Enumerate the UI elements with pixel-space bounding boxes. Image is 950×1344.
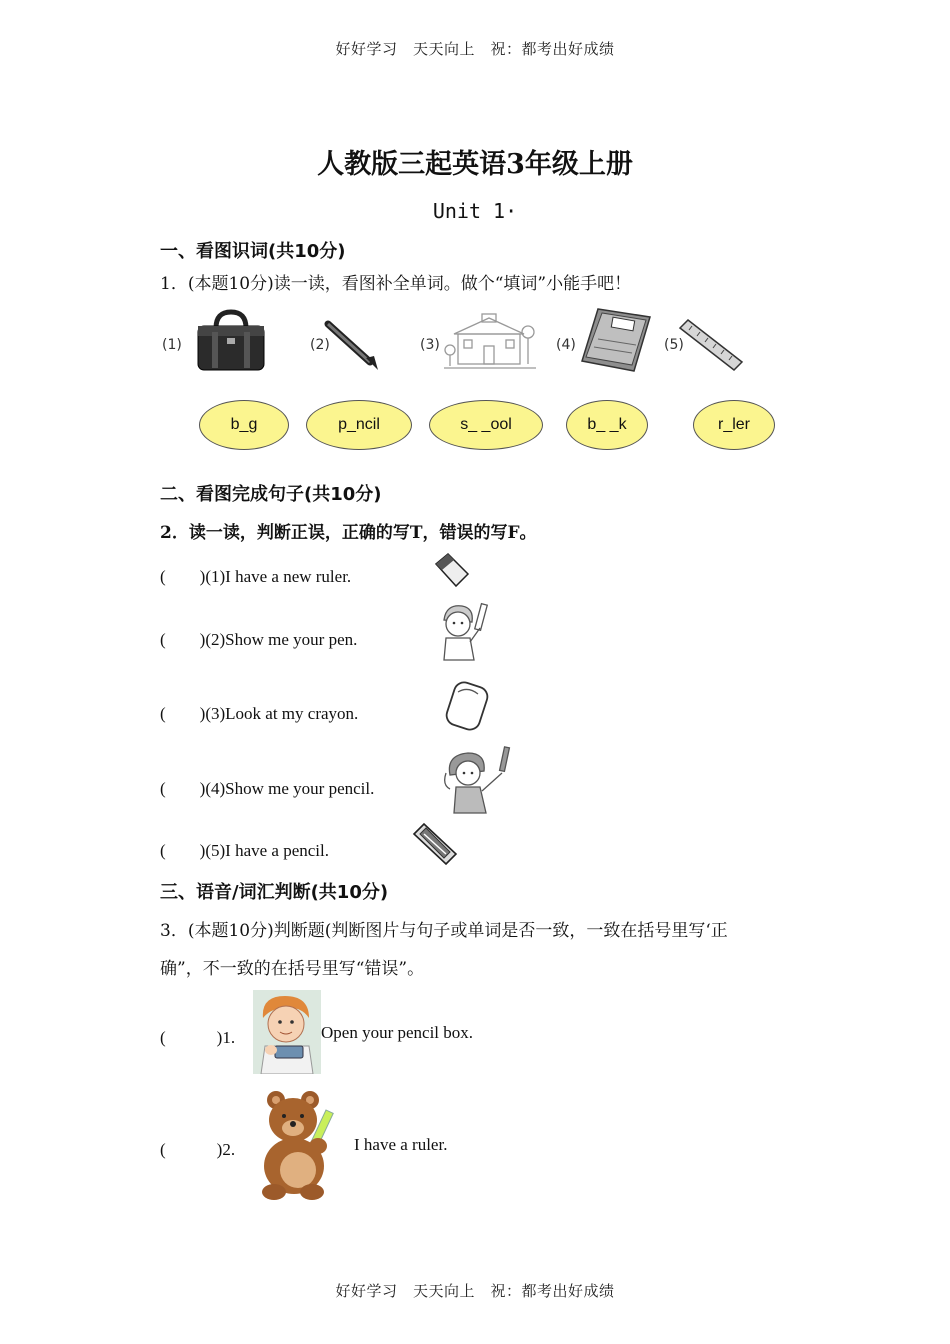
word-oval-5 [693,400,775,450]
boy-with-pencil-box-icon [253,990,321,1074]
tf-item-5 [160,836,329,861]
item-number: 1. [222,1028,236,1047]
item-number: (2) [205,630,226,649]
tf-item-1 [160,562,351,587]
word-oval-3 [429,400,543,450]
bear-with-ruler-icon [254,1088,344,1202]
boy-with-ruler-icon [434,600,494,664]
item-number: 2. [222,1140,236,1159]
ruler-icon [676,318,746,374]
item-text: I have a new ruler. [225,567,352,586]
picture-label-5: (5) [664,337,684,353]
judge-item-2-text: I have a ruler. [354,1135,448,1154]
item-number: (4) [205,779,226,798]
word-2: p_ncil [338,416,380,433]
word-1: b_g [230,416,258,433]
picture-label-4: (4) [556,337,576,353]
item-number: (5) [205,841,226,860]
book-icon [578,305,656,375]
school-icon [444,310,536,374]
picture-label-2: (2) [310,337,330,353]
section3-question-line2: 确”，不一致的在括号里写“错误”。 [160,959,425,979]
page-header: 好好学习 天天向上 祝：都考出好成绩 [335,40,615,58]
answer-blank[interactable]: ( ) [160,567,206,586]
section1-question: 1．(本题10分)读一读，看图补全单词。做个“填词”小能手吧！ [160,274,632,294]
item-number: (1) [205,567,226,586]
word-oval-2 [306,400,412,450]
section2-heading: 二、看图完成句子(共10分) [160,484,382,505]
bag-icon [192,308,270,374]
judge-item-1-text: Open your pencil box. [321,1023,474,1042]
word-3: s_ _ool [460,416,512,433]
tf-item-4 [160,774,374,799]
answer-blank[interactable]: ( ) [160,779,206,798]
eraser-icon [440,678,496,734]
item-text: Look at my crayon. [225,704,359,723]
answer-blank[interactable]: ( ) [160,704,206,723]
girl-with-pencil-icon [442,745,514,817]
section2-question: 2．读一读，判断正误，正确的写T，错误的写F。 [160,523,537,543]
word-oval-1 [199,400,289,450]
picture-label-1: (1) [162,337,182,353]
pencil-box-icon [410,822,460,866]
item-text: Show me your pen. [225,630,358,649]
pencil-icon [322,318,382,372]
eraser-icon [432,552,472,588]
judge-item-2 [160,1135,235,1160]
unit-title: Unit 1· [432,199,518,223]
item-text: Show me your pencil. [225,779,375,798]
word-5: r_ler [717,416,750,433]
answer-blank[interactable]: ( ) [160,630,206,649]
section1-heading: 一、看图识词(共10分) [160,241,346,262]
answer-blank[interactable]: ( ) [160,841,206,860]
page-footer: 好好学习 天天向上 祝：都考出好成绩 [335,1282,615,1300]
answer-blank[interactable]: ( ) [160,1028,223,1047]
tf-item-2 [160,625,357,650]
item-number: (3) [205,704,226,723]
picture-label-3: (3) [420,337,440,353]
tf-item-3 [160,699,358,724]
section3-question-line1: 3．(本题10分)判断题(判断图片与句子或单词是否一致，一致在括号里写‘正 [160,921,728,941]
section3-heading: 三、语音/词汇判断(共10分) [160,882,389,903]
judge-item-1 [160,1023,235,1048]
item-text: I have a pencil. [225,841,329,860]
word-4: b_ _k [587,416,627,433]
answer-blank[interactable]: ( ) [160,1140,223,1159]
page-title: 人教版三起英语3年级上册 [317,149,633,180]
word-oval-4 [566,400,648,450]
